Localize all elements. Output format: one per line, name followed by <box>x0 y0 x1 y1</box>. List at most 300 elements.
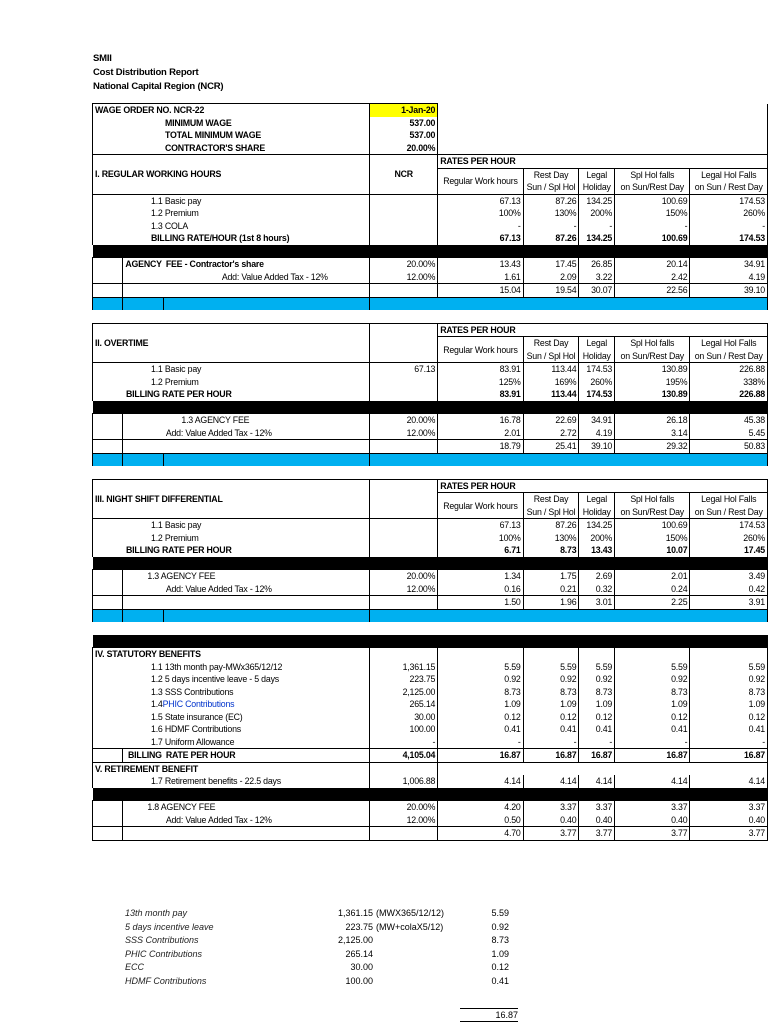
value-cell: 125% <box>438 376 523 389</box>
value-cell: 4.14 <box>438 775 523 788</box>
ncr-cell <box>370 232 438 245</box>
blue-band <box>164 609 370 622</box>
separator-band <box>93 245 768 258</box>
value-cell: 8.73 <box>523 686 579 699</box>
value-cell: 3.77 <box>615 827 690 841</box>
dark-band <box>93 635 768 648</box>
value-cell: 39.10 <box>579 440 615 454</box>
contractor-share-label: CONTRACTOR'S SHARE <box>93 142 370 155</box>
ncr-cell: 1,361.15 <box>370 661 438 674</box>
value-cell: 2.72 <box>523 427 579 440</box>
blank <box>123 440 164 454</box>
summary-row <box>125 961 509 975</box>
table-row <box>93 519 768 532</box>
value-cell: 1.34 <box>438 570 523 583</box>
value-cell: 1.09 <box>438 698 523 711</box>
rates-header: RATES PER HOUR <box>438 155 768 169</box>
fee-row <box>93 258 768 271</box>
report-title: Cost Distribution Report <box>93 67 199 78</box>
row-label: 1.2 Premium <box>93 207 370 220</box>
value-cell: 3.37 <box>615 801 690 814</box>
value-cell: 0.24 <box>615 583 690 596</box>
ncr-cell <box>370 519 438 532</box>
separator-band <box>93 609 768 622</box>
blue-band <box>93 297 123 310</box>
dark-band <box>93 788 768 801</box>
blank <box>93 284 123 298</box>
value-cell: 0.12 <box>523 711 579 724</box>
value-cell: 3.77 <box>523 827 579 841</box>
billing-label: BILLING RATE PER HOUR <box>93 544 370 557</box>
value-cell: 174.53 <box>690 194 768 207</box>
sum-row <box>93 827 768 841</box>
value-cell: 0.40 <box>523 814 579 827</box>
blank <box>164 284 370 298</box>
blank <box>93 749 123 763</box>
value-cell: 87.26 <box>523 194 579 207</box>
value-cell: 0.92 <box>615 673 690 686</box>
billing-row <box>93 388 768 401</box>
value-cell: 100% <box>438 207 523 220</box>
value-cell: 226.88 <box>690 363 768 376</box>
value-cell: 83.91 <box>438 388 523 401</box>
blank <box>93 570 123 583</box>
value-cell: 15.04 <box>438 284 523 298</box>
value-cell: 3.91 <box>690 596 768 610</box>
ncr-cell <box>370 532 438 545</box>
summary-value: 223.75 <box>345 921 373 932</box>
legal-hol-header-2: on Sun / Rest Day <box>690 506 768 519</box>
value-cell: 2.25 <box>615 596 690 610</box>
value-cell: 67.13 <box>438 232 523 245</box>
region-name: National Capital Region (NCR) <box>93 81 224 92</box>
sum-row <box>93 284 768 298</box>
blank <box>164 827 370 841</box>
blank <box>123 284 164 298</box>
value-cell: 1.09 <box>579 698 615 711</box>
section-title: II. OVERTIME <box>93 323 370 363</box>
spl-hol-header: Spl Hol falls <box>615 337 690 350</box>
value-cell: - <box>579 220 615 233</box>
row-label: 1.3 COLA <box>93 220 370 233</box>
total-min-wage-label: TOTAL MINIMUM WAGE <box>93 129 370 142</box>
rest-day-header-2: Sun / Spl Hol <box>523 181 579 194</box>
blue-band <box>93 453 123 466</box>
value-cell: 4.14 <box>579 775 615 788</box>
blank <box>164 596 370 610</box>
agency-label: 1.3 AGENCY FEE <box>123 414 370 427</box>
rest-day-header: Rest Day <box>523 493 579 506</box>
row-label: 1.1 Basic pay <box>93 519 370 532</box>
regular-hours-header: Regular Work hours <box>438 337 523 363</box>
section-header-row <box>93 323 768 337</box>
fee-row <box>93 801 768 814</box>
section-title: IV. STATUTORY BENEFITS <box>93 648 370 661</box>
ncr-header: NCR <box>370 155 438 195</box>
value-cell: 2.01 <box>438 427 523 440</box>
value-cell: 18.79 <box>438 440 523 454</box>
summary-rate: 8.73 <box>491 935 509 946</box>
wage-row <box>93 104 768 117</box>
agency-label: AGENCY <box>123 258 164 271</box>
blank <box>438 129 768 142</box>
agency-label-2: FEE - Contractor's share <box>164 258 370 271</box>
value-cell: 6.71 <box>438 544 523 557</box>
value-cell: 169% <box>523 376 579 389</box>
summary-row <box>125 975 509 989</box>
billing-label: BILLING RATE PER HOUR <box>93 388 370 401</box>
blank <box>438 142 768 155</box>
blank <box>93 414 123 427</box>
billing-label-2: RATE PER HOUR <box>164 749 370 763</box>
blank <box>93 271 123 284</box>
value-cell: 22.56 <box>615 284 690 298</box>
value-cell: 174.53 <box>579 388 615 401</box>
ncr-cell: 12.00% <box>370 427 438 440</box>
value-cell: 134.25 <box>579 232 615 245</box>
ncr-cell: 4,105.04 <box>370 749 438 763</box>
blank <box>93 814 123 827</box>
value-cell: 3.37 <box>523 801 579 814</box>
dark-band <box>93 245 768 258</box>
value-cell: 0.92 <box>523 673 579 686</box>
min-wage-label: MINIMUM WAGE <box>93 117 370 130</box>
agency-label: 1.3 AGENCY FEE <box>123 570 370 583</box>
value-cell: 1.96 <box>523 596 579 610</box>
blank <box>370 827 438 841</box>
regular-hours-header: Regular Work hours <box>438 493 523 519</box>
table-row <box>93 661 768 674</box>
section-header-row <box>93 648 768 661</box>
blank <box>93 622 768 635</box>
value-cell: 0.12 <box>438 711 523 724</box>
wage-row <box>93 142 768 155</box>
value-cell: 19.54 <box>523 284 579 298</box>
value-cell: 5.59 <box>615 661 690 674</box>
value-cell: 0.40 <box>615 814 690 827</box>
table-row <box>93 220 768 233</box>
billing-row <box>93 232 768 245</box>
wage-order-title: WAGE ORDER NO. NCR-22 <box>93 104 370 117</box>
value-cell: 1.50 <box>438 596 523 610</box>
summary-rate: 1.09 <box>491 948 509 959</box>
blank <box>123 596 164 610</box>
ncr-blank <box>370 479 438 519</box>
value-cell: 3.49 <box>690 570 768 583</box>
value-cell: 0.41 <box>579 723 615 736</box>
legal-hol-header: Legal Hol Falls <box>690 337 768 350</box>
blank <box>93 583 123 596</box>
ncr-cell <box>370 388 438 401</box>
value-cell: 0.92 <box>579 673 615 686</box>
value-cell: 200% <box>579 207 615 220</box>
value-cell: 0.42 <box>690 583 768 596</box>
value-cell: - <box>615 220 690 233</box>
ncr-cell: 67.13 <box>370 363 438 376</box>
blank <box>93 310 768 323</box>
summary-label: PHIC Contributions <box>125 948 203 959</box>
row-label: 1.1 Basic pay <box>93 363 370 376</box>
row-label-blue: PHIC Contributions <box>162 699 235 710</box>
spl-hol-header: Spl Hol falls <box>615 168 690 181</box>
blank <box>438 117 768 130</box>
summary-value: 1,361.15 <box>337 908 373 919</box>
row-label <box>93 698 370 711</box>
value-cell: 200% <box>579 532 615 545</box>
summary-note <box>373 948 471 962</box>
value-cell: 34.91 <box>690 258 768 271</box>
summary-note: (MWX365/12/12) <box>376 908 445 919</box>
value-cell: 34.91 <box>579 414 615 427</box>
wage-row <box>93 129 768 142</box>
ncr-cell: 100.00 <box>370 723 438 736</box>
value-cell: 83.91 <box>438 363 523 376</box>
value-cell: 13.43 <box>579 544 615 557</box>
summary-note: (MW+colaX5/12) <box>376 921 444 932</box>
vat-row <box>93 583 768 596</box>
wage-row <box>93 117 768 130</box>
rest-day-header-2: Sun / Spl Hol <box>523 506 579 519</box>
value-cell: 3.37 <box>579 801 615 814</box>
blue-band <box>370 297 768 310</box>
min-wage-value: 537.00 <box>370 117 438 130</box>
spacer-row <box>93 310 768 323</box>
legal-hol-header-2: on Sun / Rest Day <box>690 181 768 194</box>
value-cell: 113.44 <box>523 363 579 376</box>
value-cell: 0.12 <box>615 711 690 724</box>
value-cell: 0.12 <box>690 711 768 724</box>
value-cell: 4.14 <box>615 775 690 788</box>
value-cell: 0.40 <box>579 814 615 827</box>
vat-row <box>93 814 768 827</box>
separator-band <box>93 788 768 801</box>
summary-rate: 0.41 <box>491 975 509 986</box>
value-cell: 2.09 <box>523 271 579 284</box>
table-row <box>93 207 768 220</box>
value-cell: 0.41 <box>615 723 690 736</box>
section-header-row <box>93 155 768 169</box>
value-cell: 260% <box>690 532 768 545</box>
blank <box>579 648 615 661</box>
value-cell: 3.01 <box>579 596 615 610</box>
value-cell: 4.19 <box>690 271 768 284</box>
value-cell: 5.59 <box>690 661 768 674</box>
vat-row <box>93 427 768 440</box>
value-cell: 5.59 <box>579 661 615 674</box>
row-label: 1.3 SSS Contributions <box>93 686 370 699</box>
value-cell: 134.25 <box>579 194 615 207</box>
rest-day-header: Rest Day <box>523 168 579 181</box>
summary-total: 16.87 <box>460 1009 518 1022</box>
cost-distribution-table <box>92 103 768 841</box>
value-cell: 20.14 <box>615 258 690 271</box>
ncr-cell: 12.00% <box>370 583 438 596</box>
legal-header: Legal <box>579 493 615 506</box>
ncr-cell: 1,006.88 <box>370 775 438 788</box>
table-row <box>93 723 768 736</box>
spl-hol-header-2: on Sun/Rest Day <box>615 506 690 519</box>
summary-value: 265.14 <box>345 948 373 959</box>
ncr-cell <box>370 376 438 389</box>
separator-band <box>93 635 768 648</box>
rates-header: RATES PER HOUR <box>438 479 768 493</box>
value-cell: 113.44 <box>523 388 579 401</box>
ncr-cell: - <box>370 736 438 749</box>
rest-day-header: Rest Day <box>523 337 579 350</box>
billing-label: BILLING RATE/HOUR (1st 8 hours) <box>93 232 370 245</box>
sum-row <box>93 596 768 610</box>
value-cell: 1.09 <box>690 698 768 711</box>
value-cell: 45.38 <box>690 414 768 427</box>
blank <box>690 648 768 661</box>
value-cell: 0.92 <box>690 673 768 686</box>
section-title: V. RETIREMENT BENEFIT <box>93 762 370 775</box>
value-cell: 17.45 <box>690 544 768 557</box>
value-cell: 0.41 <box>690 723 768 736</box>
value-cell: 67.13 <box>438 519 523 532</box>
blank <box>615 648 690 661</box>
summary-value: 100.00 <box>345 975 373 986</box>
row-label: 1.7 Uniform Allowance <box>93 736 370 749</box>
agency-label: 1.8 AGENCY FEE <box>123 801 370 814</box>
value-cell: 50.83 <box>690 440 768 454</box>
ncr-cell: 12.00% <box>370 814 438 827</box>
value-cell: 134.25 <box>579 519 615 532</box>
ncr-cell: 30.00 <box>370 711 438 724</box>
value-cell: 26.85 <box>579 258 615 271</box>
sum-row <box>93 440 768 454</box>
value-cell: 1.09 <box>523 698 579 711</box>
value-cell: 16.87 <box>438 749 523 763</box>
summary-rate: 0.92 <box>491 921 509 932</box>
value-cell: 1.61 <box>438 271 523 284</box>
ncr-blank <box>370 323 438 363</box>
blank <box>523 648 579 661</box>
value-cell: 174.53 <box>579 363 615 376</box>
value-cell: - <box>690 736 768 749</box>
legal-hol-header-2: on Sun / Rest Day <box>690 350 768 363</box>
value-cell: 3.77 <box>690 827 768 841</box>
value-cell: 260% <box>690 207 768 220</box>
ncr-cell <box>370 648 438 661</box>
billing-row <box>93 544 768 557</box>
summary-note <box>373 975 471 989</box>
summary-rate: 5.59 <box>491 908 509 919</box>
blank <box>123 271 164 284</box>
value-cell: 260% <box>579 376 615 389</box>
table-row <box>93 194 768 207</box>
row-label: 1.5 State insurance (EC) <box>93 711 370 724</box>
row-label: 1.1 Basic pay <box>93 194 370 207</box>
summary-row <box>125 934 509 948</box>
legal-header: Legal <box>579 337 615 350</box>
table-row <box>93 686 768 699</box>
value-cell: 130% <box>523 532 579 545</box>
vat-label: Add: Value Added Tax - 12% <box>165 814 272 825</box>
spl-hol-header-2: on Sun/Rest Day <box>615 350 690 363</box>
value-cell: 17.45 <box>523 258 579 271</box>
ncr-cell: 12.00% <box>370 271 438 284</box>
blank <box>123 583 164 596</box>
blank <box>370 440 438 454</box>
legal-header-2: Holiday <box>579 506 615 519</box>
row-label: 1.1 13th month pay-MWx365/12/12 <box>93 661 370 674</box>
table-row <box>93 532 768 545</box>
value-cell: 3.22 <box>579 271 615 284</box>
value-cell: 8.73 <box>438 686 523 699</box>
value-cell: 195% <box>615 376 690 389</box>
value-cell: 8.73 <box>690 686 768 699</box>
blank <box>123 427 164 440</box>
fee-row <box>93 570 768 583</box>
value-cell: 100% <box>438 532 523 545</box>
value-cell: 130% <box>523 207 579 220</box>
contractor-share-value: 20.00% <box>370 142 438 155</box>
table-row <box>93 711 768 724</box>
value-cell: 100.69 <box>615 194 690 207</box>
summary-label: 13th month pay <box>125 908 188 919</box>
value-cell: 5.45 <box>690 427 768 440</box>
value-cell: 8.73 <box>615 686 690 699</box>
value-cell: 16.87 <box>523 749 579 763</box>
value-cell: 39.10 <box>690 284 768 298</box>
rates-header: RATES PER HOUR <box>438 323 768 337</box>
value-cell: - <box>438 736 523 749</box>
ncr-cell: 20.00% <box>370 414 438 427</box>
spl-hol-header-2: on Sun/Rest Day <box>615 181 690 194</box>
ncr-cell <box>370 220 438 233</box>
value-cell: - <box>523 220 579 233</box>
ncr-cell: 20.00% <box>370 570 438 583</box>
value-cell: 0.40 <box>690 814 768 827</box>
section-title: III. NIGHT SHIFT DIFFERENTIAL <box>93 479 370 519</box>
summary-label: SSS Contributions <box>125 935 199 946</box>
report-header <box>93 52 223 94</box>
blue-band <box>93 609 123 622</box>
blank <box>93 827 123 841</box>
row-label: 1.2 5 days incentive leave - 5 days <box>93 673 370 686</box>
value-cell: 0.16 <box>438 583 523 596</box>
blank <box>93 596 123 610</box>
blank <box>438 104 768 117</box>
summary-table <box>125 907 509 988</box>
value-cell: 100.69 <box>615 232 690 245</box>
ncr-cell <box>370 544 438 557</box>
value-cell: 0.41 <box>523 723 579 736</box>
value-cell: 0.32 <box>579 583 615 596</box>
ncr-cell <box>370 207 438 220</box>
separator-band <box>93 401 768 414</box>
blue-band <box>370 453 768 466</box>
row-label: 1.6 HDMF Contributions <box>93 723 370 736</box>
blank <box>93 440 123 454</box>
value-cell: 29.32 <box>615 440 690 454</box>
summary-label: ECC <box>125 962 145 973</box>
value-cell: 4.20 <box>438 801 523 814</box>
value-cell: 226.88 <box>690 388 768 401</box>
value-cell: 87.26 <box>523 519 579 532</box>
value-cell: 174.53 <box>690 519 768 532</box>
spacer-row <box>93 622 768 635</box>
table-row <box>93 736 768 749</box>
value-cell: 67.13 <box>438 194 523 207</box>
legal-hol-header: Legal Hol Falls <box>690 168 768 181</box>
summary-row <box>125 907 509 921</box>
blank <box>93 427 123 440</box>
blank <box>370 596 438 610</box>
value-cell: 2.69 <box>579 570 615 583</box>
value-cell: 150% <box>615 207 690 220</box>
